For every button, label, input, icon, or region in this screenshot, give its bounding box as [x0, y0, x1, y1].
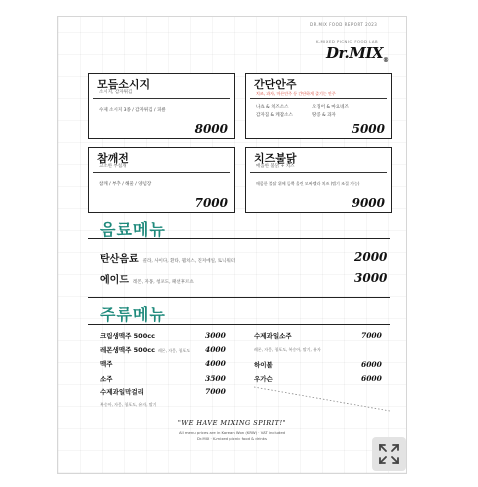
footer-line: All menu prices are in Korean Won (KRW) · VAT included	[178, 430, 286, 435]
food-desc: 나쵸 & 치즈소스	[256, 105, 289, 110]
header-topline: DR.MIX FOOD REPORT 2023	[310, 22, 378, 27]
food-sub: 소시지, 감자튀김	[99, 90, 133, 95]
divider	[93, 172, 230, 173]
alcohol-price: 6000	[361, 360, 382, 369]
food-price: 8000	[194, 122, 228, 136]
brand-logo: $Dr.MIX_®$	[326, 44, 389, 64]
header-subline: K-MIXED PICNIC FOOD LAB	[316, 39, 379, 44]
food-item-snacks	[245, 73, 392, 139]
food-desc: 수제 소시지 3종 / 감자튀김 / 피클	[99, 108, 166, 113]
alcohol-item: 크림생맥주 500cc	[100, 332, 155, 340]
food-price: 5000	[351, 122, 385, 136]
drink-price: 2000	[354, 250, 388, 264]
alcohol-price: 4000	[205, 359, 226, 368]
food-sub: 매콤한 불닭 + 치즈	[256, 164, 295, 169]
alcohol-item: 우가슨	[254, 375, 273, 383]
decorative-dotted-line	[254, 385, 394, 415]
alcohol-price: 7000	[205, 387, 226, 396]
alcohol-item: 맥주	[100, 360, 113, 368]
food-sub: 치즈, 과자, 마른안주 등 간단하게 즐기는 안주	[256, 91, 336, 96]
menu-page	[57, 16, 407, 474]
alcohol-top-divider	[88, 297, 390, 298]
divider	[250, 172, 387, 173]
food-name: 치즈불닭	[254, 152, 297, 165]
footer-slogan: "WE HAVE MIXING SPIRIT!"	[177, 419, 287, 427]
food-price: 7000	[194, 196, 228, 210]
food-price: 9000	[351, 196, 385, 210]
alcohol-item: 수제과일소주	[254, 332, 292, 340]
food-desc: 땅콩 & 과자	[312, 113, 336, 118]
alcohol-price: 3500	[205, 374, 226, 383]
food-desc: 오징어 & 마요네즈	[312, 105, 349, 110]
food-name: 간단안주	[254, 78, 297, 91]
food-desc: 감자칩 & 케찹소스	[256, 113, 293, 118]
divider	[93, 98, 230, 99]
drink-item-ade: 에이드 레몬, 자몽, 청포도, 패션후르츠	[100, 275, 194, 286]
alcohol-price: 4000	[205, 345, 226, 354]
alcohol-price: 3000	[205, 331, 226, 340]
food-name: 모듬소시지	[97, 78, 151, 91]
alcohol-note: 복숭아, 자몽, 청포도, 유자, 딸기	[100, 402, 157, 407]
food-item-sausage	[88, 73, 235, 139]
alcohol-item: 하이볼	[254, 361, 273, 369]
food-desc: 매콤한 불닭 위에 듬뿍 올린 모짜렐라 치즈 (맵기 조절 가능)	[256, 181, 360, 186]
drink-item-soda: 탄산음료 콜라, 사이다, 환타, 웰치스, 진저에일, 토닉워터	[100, 254, 236, 265]
food-desc: 참깨 / 부추 / 해물 / 양념장	[99, 182, 152, 187]
alcohol-heading: 주류메뉴	[100, 305, 166, 324]
drinks-divider	[88, 238, 390, 239]
food-name: 참깨전	[97, 152, 129, 165]
food-sub: 고소한 부침개	[99, 164, 127, 169]
drink-price: 3000	[354, 271, 388, 285]
alcohol-item: 소주	[100, 375, 113, 383]
footer-line: Dr.MIX · K-mixed picnic food & drinks	[197, 436, 267, 441]
alcohol-price: 6000	[361, 374, 382, 383]
alcohol-item: 수제과일막걸리	[100, 388, 144, 396]
food-item-pancake	[88, 147, 235, 213]
divider	[250, 98, 387, 99]
alcohol-divider	[88, 324, 390, 325]
alcohol-item: 레몬생맥주 500cc 레몬, 자몽, 청포도	[100, 346, 191, 354]
expand-button[interactable]	[372, 437, 406, 471]
expand-arrows-icon	[378, 443, 400, 465]
alcohol-note: 레몬, 자몽, 청포도, 복숭아, 딸기, 유자	[254, 347, 321, 352]
food-item-cheese-buldak	[245, 147, 392, 213]
alcohol-price: 7000	[361, 331, 382, 340]
drinks-heading: 음료메뉴	[100, 220, 166, 239]
